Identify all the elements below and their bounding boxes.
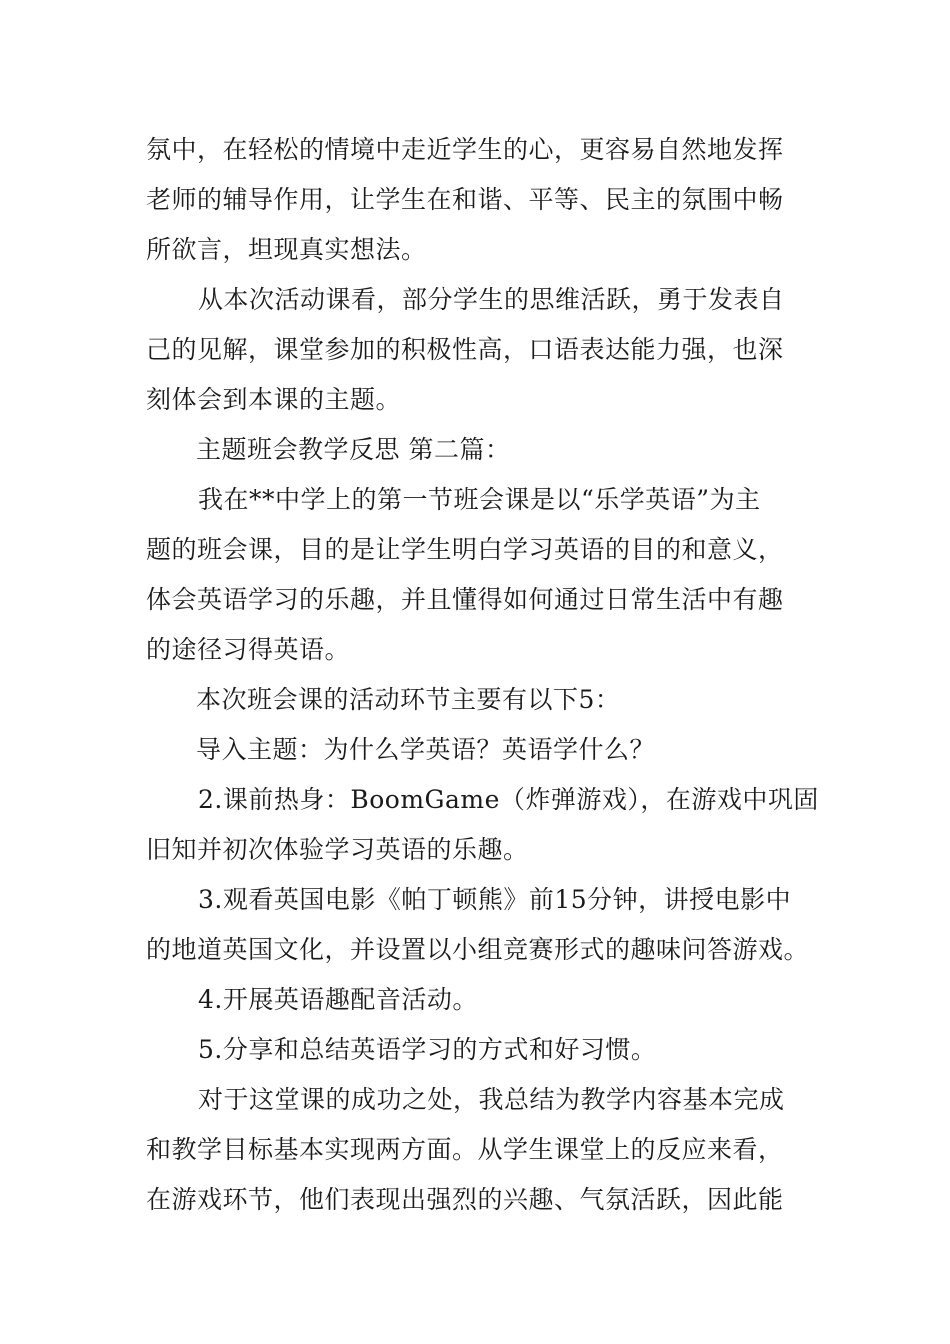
text-line: 所欲言，坦现真实想法。 xyxy=(146,235,427,264)
section-heading: 主题班会教学反思 第二篇： xyxy=(196,435,511,464)
text-line: 体会英语学习的乐趣，并且懂得如何通过日常生活中有趣 xyxy=(146,585,784,614)
paragraph-start-line: 我在**中学上的第一节班会课是以“乐学英语”为主 xyxy=(198,485,761,514)
list-item-line: 3.观看英国电影《帕丁顿熊》前15分钟，讲授电影中 xyxy=(198,885,792,914)
paragraph-start-line: 本次班会课的活动环节主要有以下5： xyxy=(196,685,621,714)
text-line: 己的见解，课堂参加的积极性高，口语表达能力强，也深 xyxy=(146,335,784,364)
text-line: 老师的辅导作用，让学生在和谐、平等、民主的氛围中畅 xyxy=(146,185,784,214)
list-item-line: 5.分享和总结英语学习的方式和好习惯。 xyxy=(198,1035,657,1064)
text-line: 的途径习得英语。 xyxy=(146,635,351,664)
paragraph-start-line: 对于这堂课的成功之处，我总结为教学内容基本完成 xyxy=(198,1085,785,1114)
text-line: 刻体会到本课的主题。 xyxy=(146,385,402,414)
text-line: 氛中，在轻松的情境中走近学生的心，更容易自然地发挥 xyxy=(146,135,784,164)
text-line: 的地道英国文化，并设置以小组竞赛形式的趣味问答游戏。 xyxy=(146,935,810,964)
text-line: 题的班会课，目的是让学生明白学习英语的目的和意义， xyxy=(146,535,784,564)
list-item-line: 导入主题：为什么学英语？英语学什么？ xyxy=(196,735,656,764)
text-line: 和教学目标基本实现两方面。从学生课堂上的反应来看， xyxy=(146,1135,784,1164)
text-line: 旧知并初次体验学习英语的乐趣。 xyxy=(146,835,529,864)
paragraph-start-line: 从本次活动课看，部分学生的思维活跃，勇于发表自 xyxy=(198,285,785,314)
list-item-line: 2.课前热身：BoomGame（炸弹游戏），在游戏中巩固 xyxy=(198,785,819,814)
list-item-line: 4.开展英语趣配音活动。 xyxy=(198,985,478,1014)
text-line: 在游戏环节，他们表现出强烈的兴趣、气氛活跃，因此能 xyxy=(146,1185,784,1214)
